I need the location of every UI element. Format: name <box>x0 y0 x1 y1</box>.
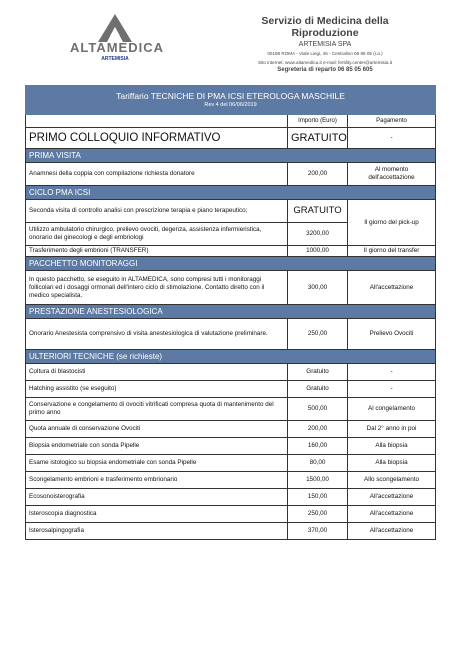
altamedica-logo <box>70 14 165 62</box>
company-name: ARTEMISIA SPA <box>298 41 352 48</box>
section-ciclo-pma: CICLO PMA ICSI <box>26 186 436 200</box>
table-row: Utilizzo ambulatorio chirurgico, prelievo ovociti, degenza, assistenza infermieristica, onorario dei ginecologi e degli embriologi 3200,00 <box>26 223 436 246</box>
logo-sub: ARTEMISIA <box>101 56 129 62</box>
col-payment-header: Pagamento <box>348 115 436 128</box>
section-monitoraggi: PACCHETTO MONITORAGGI <box>26 257 436 271</box>
col-price-header: Importo (Euro) <box>288 115 348 128</box>
column-header-row <box>26 115 436 128</box>
phone: Segreteria di reparto 06 85 05 605 <box>277 67 373 73</box>
first-consult-price: GRATUITO <box>288 128 348 149</box>
table-row: In questo pacchetto, se eseguito in ALTAMEDICA, sono compresi tutti i monitoraggi follicolari ed i dosaggi ormonali dell'intero ciclo di stimolazione. Contatto diretto con il medico specialista. 300,00 All'accettazione <box>26 271 436 305</box>
altamedica-logo-icon <box>98 14 132 42</box>
letterhead <box>230 15 420 73</box>
address: 00198 ROMA - Viale Liegi, 45 - Centralino 06 85 05 (r.a.) <box>267 51 383 56</box>
table-title-row <box>26 86 436 115</box>
tariff-table <box>25 85 436 540</box>
table-row: Conservazione e congelamento di ovociti vitrificati compresa quota di mantenimento del primo anno 500,00 Al congelamento <box>26 398 436 421</box>
table-row: Ecosonoisterografia 150,00 All'accettazione <box>26 489 436 506</box>
table-row: Coltura di blastocisti Gratuito - <box>26 364 436 381</box>
section-anestesia: PRESTAZIONE ANESTESIOLOGICA <box>26 305 436 319</box>
table-revision: Rev 4 del 06/06/2019 <box>204 101 257 108</box>
table-row: Esame istologico su biopsia endometriale con sonda Pipelle 80,00 Alla biopsia <box>26 455 436 472</box>
table-row: Quota annuale di conservazione Ovociti 200,00 Dal 2° anno in poi <box>26 421 436 438</box>
table-row: Scongelamento embrioni e trasferimento embrionario 1500,00 Allo scongelamento <box>26 472 436 489</box>
tariff-sheet <box>25 85 435 540</box>
table-row: Biopsia endometriale con sonda Pipelle 160,00 Alla biopsia <box>26 438 436 455</box>
first-consult-payment: - <box>348 128 436 149</box>
logo-name: ALTAMEDICA <box>70 40 165 55</box>
table-row: Anamnesi della coppia con compilazione richiesta donatore 200,00 Al momento dell'accettazione <box>26 163 436 186</box>
table-row: Isteroscopia diagnostica 250,00 All'accettazione <box>26 506 436 523</box>
table-row: Onorario Anestesista comprensivo di visita anestesiologica di valutazione preliminare. 250,00 Prelievo Ovociti <box>26 319 436 350</box>
first-consult-label: PRIMO COLLOQUIO INFORMATIVO <box>26 128 288 149</box>
web-email: Sito internet: www.altamedica.it e-mail: fertility.center@artemisia.it <box>257 60 392 65</box>
table-row: Hatching assistito (se eseguito) Gratuito - <box>26 381 436 398</box>
service-title: Servizio di Medicina della Riproduzione <box>261 15 389 39</box>
table-row: Seconda visita di controllo analisi con prescrizione terapia e piano terapeutico; GRATUITO Il giorno del pick-up <box>26 200 436 223</box>
section-prima-visita: PRIMA VISITA <box>26 149 436 163</box>
table-row: Trasferimento degli embrioni (TRANSFER) 1000,00 Il giorno del transfer <box>26 246 436 257</box>
section-ulteriori: ULTERIORI TECNICHE (se richieste) <box>26 350 436 364</box>
table-row: Isterosalpingografia 370,00 All'accettazione <box>26 523 436 540</box>
first-consult-row <box>26 128 436 149</box>
table-title: Tariffario TECNICHE DI PMA ICSI ETEROLOGA MASCHILE <box>116 90 345 101</box>
